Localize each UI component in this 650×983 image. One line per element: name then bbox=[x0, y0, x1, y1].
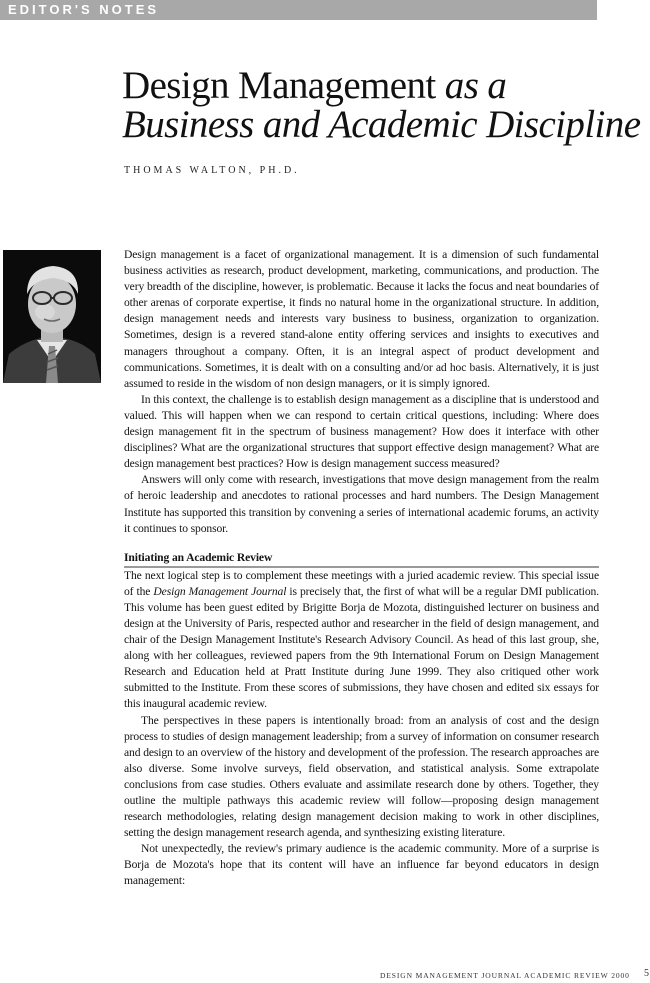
journal-name: Design Management Journal bbox=[153, 584, 287, 598]
portrait-icon bbox=[3, 250, 101, 383]
title-italic: as a bbox=[444, 64, 507, 107]
article-body bbox=[124, 247, 599, 890]
title-line2: Business and Academic Discipline bbox=[122, 103, 641, 146]
paragraph-4-rest: is precisely that, the first of what will be a regular DMI publication. This volume has been guest edited by Brigitte Borja de Mozota, distinguished lecturer on business and design at the University of Paris, respected author and researcher in the field of design management, and chair of the Design Management Institute's Research Advisory Council. As head of this last group, she, along with her colleagues, reviewed papers from the 9th International Forum on Design Management Research and Education held at Pratt Institute during June 1999. They also critiqued other work submitted to the Institute. From these scores of submissions, they have chosen and edited six essays for this inaugural academic review. bbox=[124, 584, 599, 711]
title-line1 bbox=[122, 64, 506, 107]
paragraph-6: Not unexpectedly, the review's primary audience is the academic community. More of a surprise is Borja de Mozota's hope that its content will have an influence far beyond educators in design management: bbox=[124, 842, 599, 888]
paragraph-5: The perspectives in these papers is intentionally broad: from an analysis of cost and the design process to studies of design management leadership; from a survey of information on consumer research and design to an overview of the history and development of the profession. The research approaches are also diverse. Some involve surveys, field observation, and statistical analysis. Some extrapolate conclusions from case studies. Others evaluate and assimilate research done by others. Together, they outline the multiple pathways this academic review will follow—proposing design management research methodologies, relating design management decision making to work in other disciplines, setting the design management research agenda, and synthesizing existing literature. bbox=[124, 713, 599, 840]
page-number: 5 bbox=[644, 968, 649, 979]
paragraph-3: Answers will only come with research, investigations that move design management from the realm of heroic leadership and anecdotes to rational processes and hard numbers. The Design Management Institute has supported this transition by convening a series of international academic forums, an activity it continues to sponsor. bbox=[124, 473, 599, 535]
paragraph-4 bbox=[124, 568, 599, 713]
running-footer: DESIGN MANAGEMENT JOURNAL ACADEMIC REVIEW 2000 bbox=[380, 971, 630, 980]
author-byline: THOMAS WALTON, PH.D. bbox=[124, 165, 300, 176]
paragraph-1: Design management is a facet of organizational management. It is a dimension of such fundamental business activities as research, product development, marketing, communications, and production. The very breadth of the discipline, however, is problematic. Because it lacks the focus and neat boundaries of other arenas of corporate expertise, it finds no natural home in the organizational structure. In addition, design management needs and interests vary business to business, organization to organization. Sometimes, design is a revered stand-alone entity offering services and insights to executives and managers throughout a company. Often, it is an integral aspect of product development and communications. Sometimes, it is dealt with on a consulting and/or ad hoc basis. Alternatively, it is just assumed to reside in the wisdom of non design managers, or it is simply ignored. bbox=[124, 248, 599, 390]
section-gap bbox=[124, 537, 599, 551]
paragraph-2: In this context, the challenge is to establish design management as a discipline that is understood and valued. This will happen when we can respond to certain critical questions, including: Where does design management fit in the spectrum of business management? How does it interface with other disciplines? What are the organizational structures that support effective design management? What are design management best practices? How is design management success measured? bbox=[124, 392, 599, 471]
author-photo bbox=[3, 250, 101, 383]
article-title bbox=[122, 66, 640, 144]
paragraph-4-start: The next logical step is to complement these meetings with a juried academic review. This special issue of the bbox=[124, 568, 599, 598]
section-label: EDITOR'S NOTES bbox=[8, 2, 160, 17]
section-band bbox=[0, 0, 597, 20]
title-plain: Design Management bbox=[122, 64, 436, 107]
section-heading: Initiating an Academic Review bbox=[124, 551, 599, 568]
